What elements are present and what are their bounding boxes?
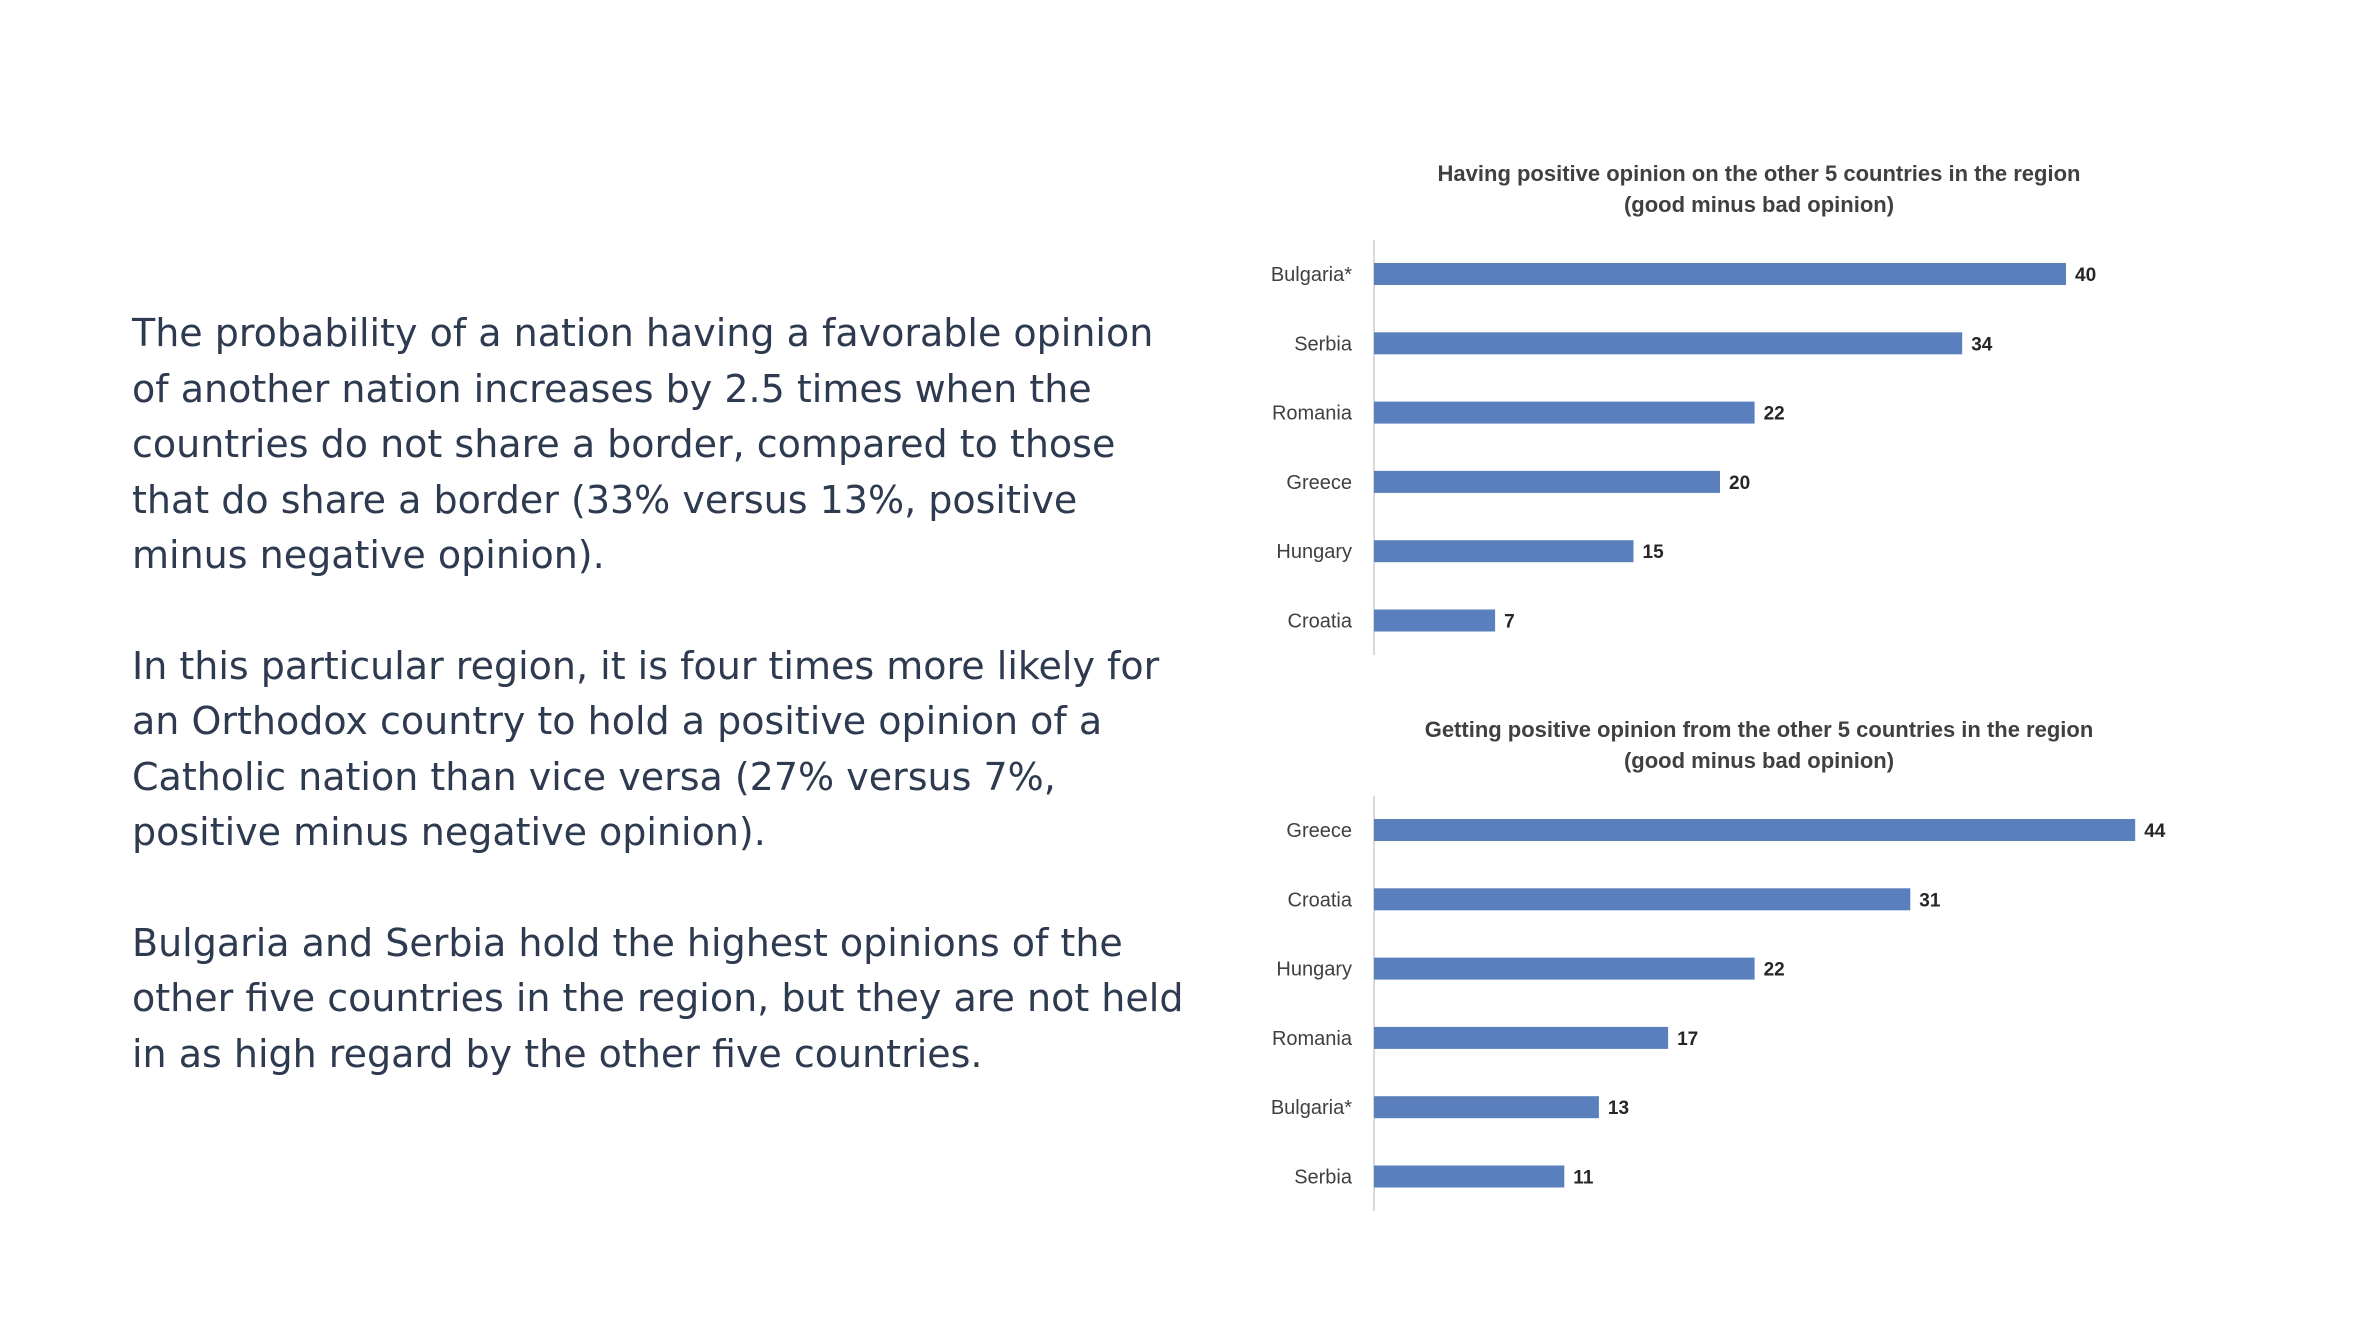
chart-2-bar (1374, 958, 1755, 980)
chart-1-data-label: 20 (1729, 472, 1751, 494)
chart-1-title-line-1: Having positive opinion on the other 5 countries in the region (1437, 161, 2081, 186)
chart-1-category-label: Bulgaria* (1270, 264, 1352, 286)
chart-2-data-label: 11 (1573, 1167, 1594, 1189)
chart-1-data-label: 34 (1971, 334, 1993, 356)
chart-2-category-label: Bulgaria* (1270, 1097, 1352, 1120)
chart-1-data-label: 22 (1763, 403, 1785, 425)
chart-2-category-label: Serbia (1294, 1166, 1352, 1189)
paragraph-border-effect: The probability of a nation having a favorable opinion of another nation increases by 2.5 times when the countries do not share a border, compared to those that do share a border (33% versus 13%, positive minus negative opinion). (132, 311, 1154, 577)
paragraph-orthodox-catholic: In this particular region, it is four times more likely for an Orthodox country to hold a positive opinion of a Catholic nation than vice versa (27% versus 7%, positive minus negative opinion). (132, 643, 1160, 854)
chart-2-title-line-1: Getting positive opinion from the other 5 countries in the region (1424, 717, 2094, 742)
chart-1-category-label: Hungary (1276, 541, 1352, 564)
chart-2-title-line-2: (good minus bad opinion) (1623, 748, 1895, 773)
paragraph-bulgaria-serbia: Bulgaria and Serbia hold the highest opinions of the other five countries in the region, but they are not held in as high regard by the other five countries. (132, 920, 1184, 1076)
chart-1-data-label: 15 (1642, 542, 1664, 564)
chart-2-bar (1374, 1027, 1668, 1049)
chart-1-data-label: 40 (2075, 265, 2097, 286)
chart-2-data-label: 31 (1919, 890, 1941, 912)
chart-1-data-label: 7 (1504, 611, 1515, 633)
chart-2-category-label: Hungary (1276, 958, 1352, 981)
chart-2-bar (1374, 888, 1910, 910)
chart-2-category-label: Romania (1271, 1027, 1352, 1050)
chart-2-bar (1374, 819, 2135, 841)
chart-2-data-label: 22 (1763, 959, 1785, 981)
chart-2-data-label: 44 (2144, 821, 2166, 842)
chart-1-category-label: Serbia (1294, 333, 1352, 356)
chart-1-title-line-2: (good minus bad opinion) (1623, 192, 1895, 217)
chart-2-plot-area (1271, 796, 2166, 1211)
chart-1-category-label: Croatia (1287, 610, 1352, 633)
chart-2-bar (1374, 1166, 1564, 1188)
chart-1-category-label: Romania (1271, 402, 1352, 425)
chart-2-data-label: 17 (1677, 1028, 1699, 1050)
chart-2-data-label: 13 (1607, 1098, 1630, 1120)
chart-2-bar (1374, 1096, 1599, 1118)
chart-2-category-label: Greece (1286, 820, 1352, 842)
chart-1-category-label: Greece (1286, 471, 1352, 494)
chart-2-category-label: Croatia (1287, 889, 1352, 912)
